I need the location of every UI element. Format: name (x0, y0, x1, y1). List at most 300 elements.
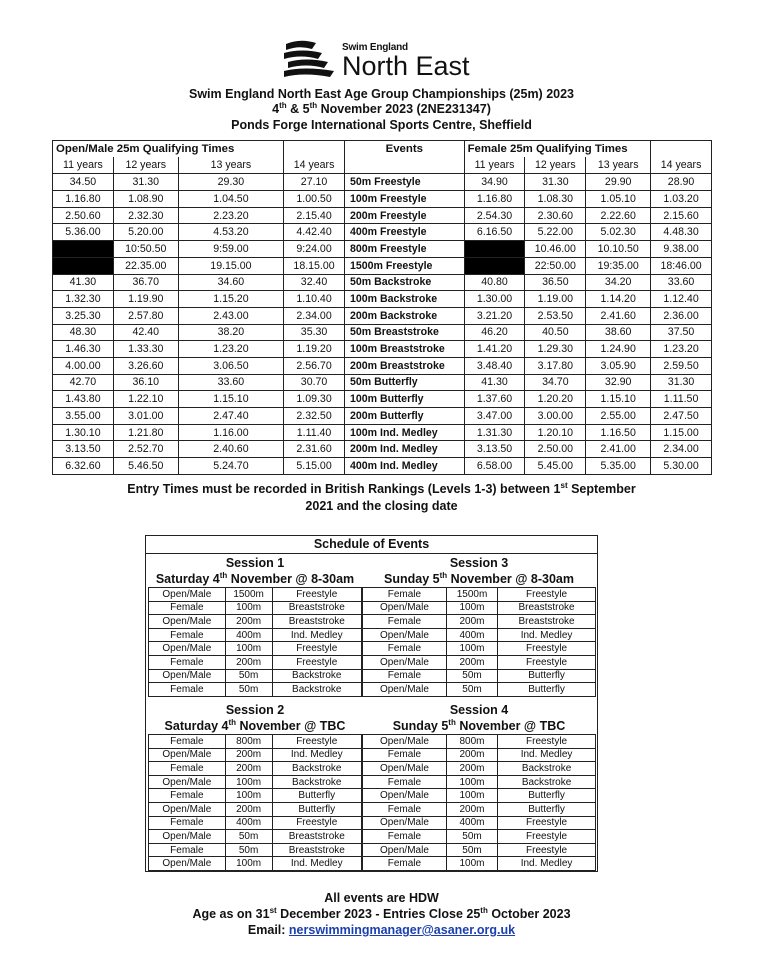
distance: 400m (225, 816, 272, 830)
female-time: 2.22.60 (586, 207, 651, 224)
logo-brand-small: Swim England (342, 42, 408, 53)
session-row (149, 669, 362, 683)
female-time: 3.05.90 (586, 357, 651, 374)
table-row (53, 207, 712, 224)
female-time: 3.00.00 (525, 408, 586, 425)
session-row (363, 775, 596, 789)
female-time: 5.02.30 (586, 224, 651, 241)
event-name: 50m Butterfly (344, 374, 464, 391)
header-blank (651, 141, 712, 158)
male-time: 2.32.50 (284, 408, 345, 425)
entry-note-line2: 2021 and the closing date (305, 499, 458, 513)
distance: 50m (446, 683, 497, 697)
gender: Open/Male (149, 830, 226, 844)
distance: 400m (446, 628, 497, 642)
session-row (363, 615, 596, 629)
female-time: 1.20.10 (525, 424, 586, 441)
female-time: 10.46.00 (525, 241, 586, 258)
gender: Female (149, 789, 226, 803)
distance: 800m (225, 735, 272, 749)
session-table (148, 587, 362, 697)
gender: Female (149, 628, 226, 642)
gender: Open/Male (149, 748, 226, 762)
qualifying-times-table (52, 140, 712, 475)
male-time: 3.06.50 (178, 357, 283, 374)
gender: Female (363, 775, 447, 789)
male-time: 2.15.40 (284, 207, 345, 224)
stroke: Backstroke (272, 762, 361, 776)
event-name: 200m Butterfly (344, 408, 464, 425)
session-row (149, 735, 362, 749)
event-name: 800m Freestyle (344, 241, 464, 258)
female-time: 41.30 (464, 374, 525, 391)
gender: Open/Male (149, 669, 226, 683)
distance: 50m (225, 843, 272, 857)
session-block (362, 555, 596, 697)
session-block (148, 555, 362, 697)
gender: Open/Male (363, 816, 447, 830)
stroke: Freestyle (272, 642, 361, 656)
stroke: Ind. Medley (498, 748, 596, 762)
male-time: 5.20.00 (113, 224, 178, 241)
female-time: 1.30.00 (464, 291, 525, 308)
female-time: 3.47.00 (464, 408, 525, 425)
male-time: 27.10 (284, 174, 345, 191)
male-time: 2.32.30 (113, 207, 178, 224)
distance: 50m (446, 843, 497, 857)
stroke: Ind. Medley (272, 857, 361, 871)
distance: 100m (446, 775, 497, 789)
footer-age-closing: Age as on 31st December 2023 - Entries Close 25th October 2023 (192, 905, 571, 921)
distance: 200m (225, 762, 272, 776)
table-row (53, 191, 712, 208)
male-time: 2.57.80 (113, 307, 178, 324)
session-day: Sunday 5th November @ TBC (392, 717, 566, 733)
female-time: 10.10.50 (586, 241, 651, 258)
header-blank (344, 157, 464, 174)
female-time: 3.17.80 (525, 357, 586, 374)
male-time: 1.00.50 (284, 191, 345, 208)
female-time: 40.50 (525, 324, 586, 341)
female-time: 32.90 (586, 374, 651, 391)
male-time: 42.70 (53, 374, 114, 391)
session-row (149, 601, 362, 615)
female-time: 1.16.80 (464, 191, 525, 208)
gender: Female (149, 735, 226, 749)
female-time: 5.30.00 (651, 458, 712, 475)
session-row (363, 735, 596, 749)
male-time: 36.70 (113, 274, 178, 291)
male-time: 2.34.00 (284, 307, 345, 324)
session-row (363, 601, 596, 615)
gender: Open/Male (149, 642, 226, 656)
table-row (53, 424, 712, 441)
stroke: Freestyle (498, 816, 596, 830)
divider (145, 553, 598, 554)
male-time: 34.50 (53, 174, 114, 191)
male-time: 18.15.00 (284, 257, 345, 274)
venue: Ponds Forge International Sports Centre, Sheffield (231, 118, 532, 132)
table-row (53, 357, 712, 374)
age-header-row (53, 157, 712, 174)
female-time: 1.15.00 (651, 424, 712, 441)
session-name: Session 1 (225, 556, 285, 570)
session-row (149, 588, 362, 602)
session-row (363, 669, 596, 683)
stroke: Breaststroke (272, 601, 361, 615)
header-blank (284, 141, 345, 158)
gender: Open/Male (363, 601, 447, 615)
male-time: 1.19.20 (284, 341, 345, 358)
session-row (363, 628, 596, 642)
session-row (363, 857, 596, 871)
female-time: 6.58.00 (464, 458, 525, 475)
female-time: 1.41.20 (464, 341, 525, 358)
distance: 200m (225, 615, 272, 629)
event-name: 200m Breaststroke (344, 357, 464, 374)
session-row (363, 655, 596, 669)
distance: 100m (446, 642, 497, 656)
male-time: 2.56.70 (284, 357, 345, 374)
male-time: 5.46.50 (113, 458, 178, 475)
female-time: 6.16.50 (464, 224, 525, 241)
session-row (149, 775, 362, 789)
male-time: 3.25.30 (53, 307, 114, 324)
male-time: 1.30.10 (53, 424, 114, 441)
distance: 50m (446, 669, 497, 683)
session-block (148, 702, 362, 871)
session-row (149, 789, 362, 803)
male-time: 2.23.20 (178, 207, 283, 224)
distance: 200m (446, 762, 497, 776)
male-time: 6.32.60 (53, 458, 114, 475)
gender: Female (363, 748, 447, 762)
male-time: 1.22.10 (113, 391, 178, 408)
stroke: Breaststroke (272, 615, 361, 629)
distance: 100m (446, 789, 497, 803)
male-time: 42.40 (113, 324, 178, 341)
session-table (148, 734, 362, 871)
male-time: 2.43.00 (178, 307, 283, 324)
male-time: 35.30 (284, 324, 345, 341)
session-table (362, 734, 596, 871)
male-time: 34.60 (178, 274, 283, 291)
table-row (53, 341, 712, 358)
stroke: Breaststroke (498, 601, 596, 615)
male-time: 1.04.50 (178, 191, 283, 208)
table-row (53, 324, 712, 341)
email-link[interactable]: nerswimmingmanager@asaner.org.uk (288, 923, 516, 937)
male-time: 30.70 (284, 374, 345, 391)
gender: Female (149, 843, 226, 857)
female-time: 3.13.50 (464, 441, 525, 458)
stroke: Freestyle (498, 588, 596, 602)
male-time: 31.30 (113, 174, 178, 191)
stroke: Backstroke (498, 775, 596, 789)
male-time: 3.13.50 (53, 441, 114, 458)
male-time: 4.42.40 (284, 224, 345, 241)
male-time (53, 241, 114, 258)
male-time: 29.30 (178, 174, 283, 191)
gender: Open/Male (149, 775, 226, 789)
stroke: Breaststroke (498, 615, 596, 629)
age-label: 14 years (651, 157, 712, 174)
gender: Female (363, 642, 447, 656)
gender: Open/Male (363, 628, 447, 642)
event-name: 1500m Freestyle (344, 257, 464, 274)
session-day: Saturday 4th November @ TBC (164, 717, 346, 733)
female-time: 3.48.40 (464, 357, 525, 374)
female-time: 2.15.60 (651, 207, 712, 224)
stroke: Backstroke (498, 762, 596, 776)
session-row (149, 748, 362, 762)
stroke: Butterfly (498, 789, 596, 803)
stroke: Freestyle (498, 655, 596, 669)
female-time: 5.22.00 (525, 224, 586, 241)
session-row (363, 802, 596, 816)
female-time: 34.70 (525, 374, 586, 391)
male-time: 2.31.60 (284, 441, 345, 458)
distance: 400m (446, 816, 497, 830)
female-time: 40.80 (464, 274, 525, 291)
female-time: 36.50 (525, 274, 586, 291)
male-time: 3.26.60 (113, 357, 178, 374)
stroke: Backstroke (272, 669, 361, 683)
female-time: 9.38.00 (651, 241, 712, 258)
female-time: 1.14.20 (586, 291, 651, 308)
male-time: 19.15.00 (178, 257, 283, 274)
distance: 100m (225, 857, 272, 871)
event-dates: 4th & 5th November 2023 (2NE231347) (272, 100, 491, 116)
stroke: Backstroke (272, 775, 361, 789)
event-name: 200m Freestyle (344, 207, 464, 224)
table-row (53, 441, 712, 458)
male-time: 36.10 (113, 374, 178, 391)
male-time: 48.30 (53, 324, 114, 341)
event-name: 50m Breaststroke (344, 324, 464, 341)
male-time: 4.00.00 (53, 357, 114, 374)
female-time: 1.16.50 (586, 424, 651, 441)
gender: Female (363, 588, 447, 602)
male-time: 1.16.00 (178, 424, 283, 441)
female-time: 2.34.00 (651, 441, 712, 458)
age-label: 11 years (464, 157, 525, 174)
table-row (53, 241, 712, 258)
session-day: Saturday 4th November @ 8-30am (155, 570, 355, 586)
male-time: 1.43.80 (53, 391, 114, 408)
distance: 200m (225, 802, 272, 816)
male-time: 1.15.10 (178, 391, 283, 408)
female-time: 5.35.00 (586, 458, 651, 475)
event-name: 100m Ind. Medley (344, 424, 464, 441)
male-time: 5.24.70 (178, 458, 283, 475)
male-time: 33.60 (178, 374, 283, 391)
female-time: 1.03.20 (651, 191, 712, 208)
male-time: 1.32.30 (53, 291, 114, 308)
stroke: Freestyle (272, 735, 361, 749)
stroke: Freestyle (498, 642, 596, 656)
distance: 50m (446, 830, 497, 844)
events-header: Events (344, 141, 464, 158)
stroke: Breaststroke (272, 843, 361, 857)
distance: 1500m (225, 588, 272, 602)
female-time: 37.50 (651, 324, 712, 341)
gender: Open/Male (363, 683, 447, 697)
distance: 100m (225, 789, 272, 803)
session-row (149, 816, 362, 830)
event-name: 100m Breaststroke (344, 341, 464, 358)
distance: 50m (225, 830, 272, 844)
table-row (53, 374, 712, 391)
male-time: 5.15.00 (284, 458, 345, 475)
session-name: Session 2 (225, 703, 285, 717)
session-row (149, 642, 362, 656)
distance: 50m (225, 683, 272, 697)
session-name: Session 4 (449, 703, 509, 717)
gender: Open/Male (149, 615, 226, 629)
distance: 1500m (446, 588, 497, 602)
stroke: Ind. Medley (498, 857, 596, 871)
logo-brand-big: North East (342, 51, 470, 81)
gender: Female (149, 816, 226, 830)
distance: 200m (225, 655, 272, 669)
gender: Open/Male (149, 588, 226, 602)
male-time: 3.55.00 (53, 408, 114, 425)
female-time: 1.24.90 (586, 341, 651, 358)
male-time (53, 257, 114, 274)
distance: 100m (446, 601, 497, 615)
female-time: 31.30 (651, 374, 712, 391)
female-time: 1.15.10 (586, 391, 651, 408)
gender: Female (149, 601, 226, 615)
event-name: 50m Freestyle (344, 174, 464, 191)
male-time: 9:24.00 (284, 241, 345, 258)
male-time: 4.53.20 (178, 224, 283, 241)
event-name: 100m Freestyle (344, 191, 464, 208)
session-row (149, 802, 362, 816)
male-time: 1.15.20 (178, 291, 283, 308)
event-name: 400m Freestyle (344, 224, 464, 241)
female-time: 2.47.50 (651, 408, 712, 425)
gender: Open/Male (363, 843, 447, 857)
gender: Open/Male (363, 789, 447, 803)
session-table (362, 587, 596, 697)
distance: 200m (446, 748, 497, 762)
stroke: Butterfly (272, 789, 361, 803)
stroke: Freestyle (272, 588, 361, 602)
gender: Female (149, 683, 226, 697)
male-time: 1.16.80 (53, 191, 114, 208)
age-label: 13 years (178, 157, 283, 174)
male-time: 1.19.90 (113, 291, 178, 308)
distance: 100m (225, 775, 272, 789)
event-name: 100m Butterfly (344, 391, 464, 408)
event-name: 100m Backstroke (344, 291, 464, 308)
session-row (363, 588, 596, 602)
gender: Open/Male (149, 802, 226, 816)
female-time: 28.90 (651, 174, 712, 191)
session-row (363, 843, 596, 857)
stroke: Freestyle (498, 830, 596, 844)
stroke: Butterfly (498, 802, 596, 816)
female-time: 2.55.00 (586, 408, 651, 425)
session-row (363, 748, 596, 762)
female-time: 1.05.10 (586, 191, 651, 208)
male-time: 2.40.60 (178, 441, 283, 458)
female-time: 1.29.30 (525, 341, 586, 358)
session-row (363, 830, 596, 844)
session-row (149, 683, 362, 697)
female-time: 22:50.00 (525, 257, 586, 274)
session-row (149, 762, 362, 776)
session-row (149, 655, 362, 669)
session-row (149, 628, 362, 642)
female-time (464, 257, 525, 274)
female-time: 5.45.00 (525, 458, 586, 475)
male-time: 5.36.00 (53, 224, 114, 241)
swim-england-logo (282, 38, 482, 82)
distance: 200m (225, 748, 272, 762)
female-time: 2.50.00 (525, 441, 586, 458)
table-header-row (53, 141, 712, 158)
gender: Open/Male (363, 655, 447, 669)
session-row (363, 762, 596, 776)
stroke: Freestyle (498, 735, 596, 749)
male-time: 2.47.40 (178, 408, 283, 425)
page-title: Swim England North East Age Group Championships (25m) 2023 (188, 87, 575, 101)
male-time: 3.01.00 (113, 408, 178, 425)
gender: Female (363, 857, 447, 871)
male-time: 38.20 (178, 324, 283, 341)
male-time: 1.21.80 (113, 424, 178, 441)
table-row (53, 391, 712, 408)
event-name: 50m Backstroke (344, 274, 464, 291)
table-row (53, 458, 712, 475)
female-time: 2.54.30 (464, 207, 525, 224)
stroke: Breaststroke (272, 830, 361, 844)
gender: Female (363, 802, 447, 816)
gender: Female (149, 655, 226, 669)
event-name: 400m Ind. Medley (344, 458, 464, 475)
footer-hdw: All events are HDW (324, 891, 439, 905)
male-time: 1.23.20 (178, 341, 283, 358)
stroke: Butterfly (498, 683, 596, 697)
female-time (464, 241, 525, 258)
male-time: 2.50.60 (53, 207, 114, 224)
table-row (53, 291, 712, 308)
table-row (53, 174, 712, 191)
session-block (362, 702, 596, 871)
female-time: 33.60 (651, 274, 712, 291)
distance: 100m (225, 601, 272, 615)
stroke: Butterfly (272, 802, 361, 816)
distance: 400m (225, 628, 272, 642)
female-time: 3.21.20 (464, 307, 525, 324)
female-time: 2.36.00 (651, 307, 712, 324)
female-time: 1.19.00 (525, 291, 586, 308)
distance: 200m (446, 655, 497, 669)
stroke: Butterfly (498, 669, 596, 683)
table-row (53, 224, 712, 241)
female-time: 2.41.00 (586, 441, 651, 458)
session-row (363, 642, 596, 656)
female-time: 2.30.60 (525, 207, 586, 224)
female-time: 19:35.00 (586, 257, 651, 274)
distance: 100m (446, 857, 497, 871)
female-time: 34.90 (464, 174, 525, 191)
female-time: 2.53.50 (525, 307, 586, 324)
session-row (363, 789, 596, 803)
